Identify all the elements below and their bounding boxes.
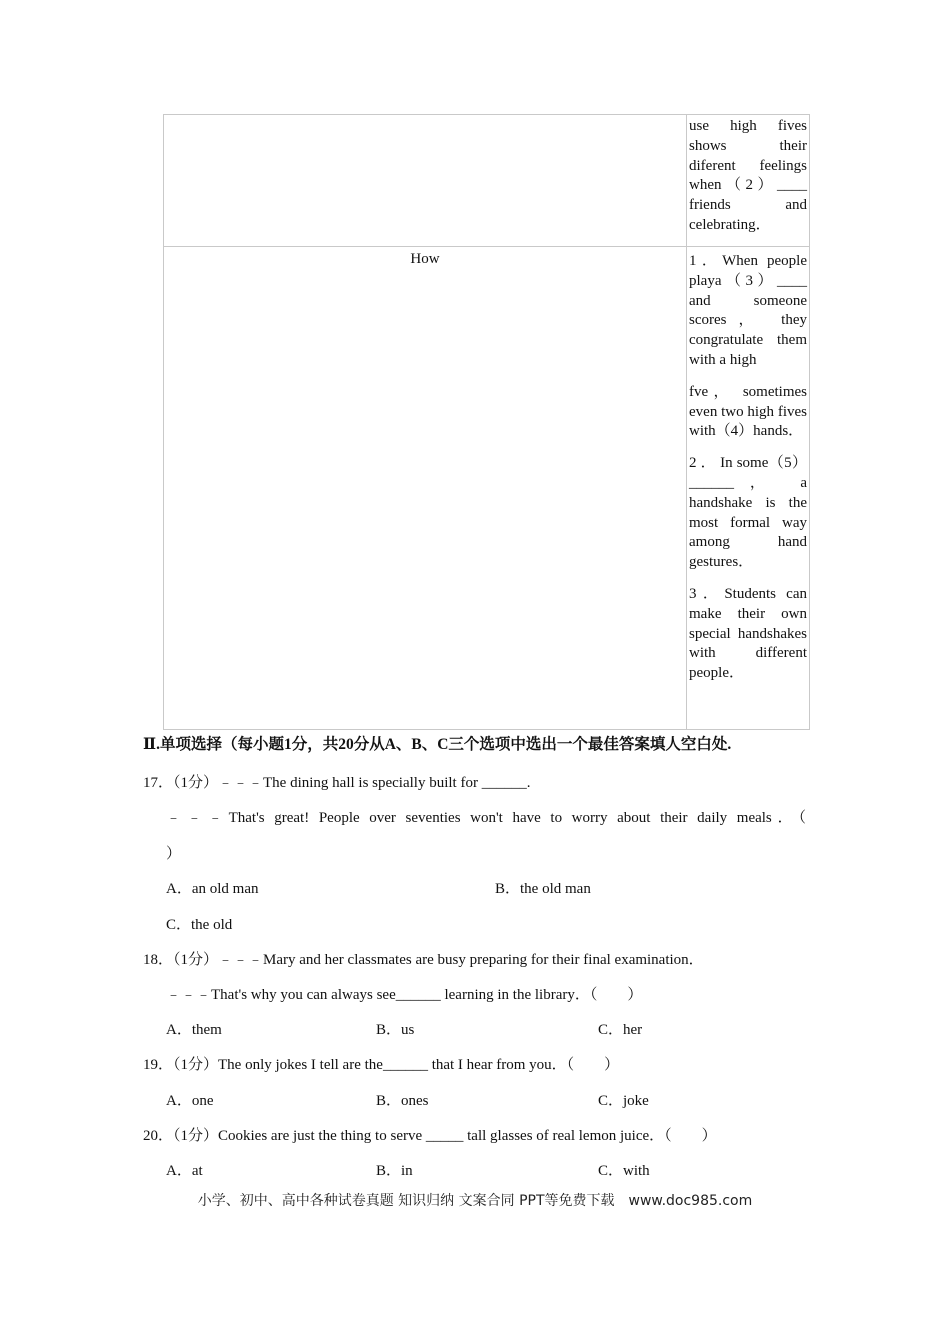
- option-c[interactable]: C．her: [598, 1022, 643, 1038]
- section-heading: Ⅱ.单项选择（每小题1分，共20分从A、B、C三个选项中选出一个最佳答案填人空白处.: [143, 736, 732, 753]
- option-a[interactable]: A．one: [166, 1093, 214, 1109]
- table-cell-left: [164, 247, 687, 730]
- page-footer: 小学、初中、高中各种试卷真题 知识归纳 文案合同 PPT等免费下载 www.doc985.com: [197, 1193, 753, 1209]
- option-c[interactable]: C．joke: [598, 1093, 649, 1109]
- option-b[interactable]: B．ones: [376, 1093, 429, 1109]
- cell-paragraph: 1．When people playa（3）____ and someone scores， they congratulate them with a high: [689, 253, 807, 368]
- question-17-line3: ）: [166, 846, 182, 862]
- table-cell-right: [687, 115, 810, 247]
- option-c[interactable]: C．with: [598, 1163, 650, 1179]
- option-b[interactable]: B．the old man: [495, 881, 591, 897]
- cell-paragraph: 3．Students can make their own special handshakes with different people．: [689, 585, 807, 682]
- question-20-stem: 20．（1分）Cookies are just the thing to serve _____ tall glasses of real lemon juice．（ ）: [143, 1128, 717, 1144]
- option-a[interactable]: A．an old man: [166, 881, 259, 897]
- cell-paragraph: use high fives shows their diferent feelings when（2）____ friends and celebrating．: [689, 118, 807, 233]
- question-19-stem: 19．（1分）The only jokes I tell are the______ that I hear from you．（ ）: [143, 1057, 620, 1073]
- option-a[interactable]: A．at: [166, 1163, 203, 1179]
- option-a[interactable]: A．them: [166, 1022, 222, 1038]
- option-b[interactable]: B．in: [376, 1163, 413, 1179]
- table-row: [164, 115, 810, 247]
- table-cell-right: [687, 247, 810, 730]
- table-row: [164, 247, 810, 730]
- info-table: [163, 114, 810, 730]
- option-b[interactable]: B．us: [376, 1022, 415, 1038]
- question-18-stem: 18．（1分）﹣﹣﹣Mary and her classmates are busy preparing for their final examination．: [143, 952, 704, 968]
- cell-paragraph: 2 ． In some（5）______， a handshake is the most formal way among hand gestures．: [689, 455, 807, 571]
- option-c[interactable]: C．the old: [166, 917, 233, 933]
- question-17-stem: 17．（1分）﹣﹣﹣The dining hall is specially built for ______.: [143, 775, 531, 791]
- row-label-how: How: [410, 251, 440, 267]
- table-cell-left: [164, 115, 687, 247]
- cell-paragraph: fve， sometimes even two high fives with（4）hands．: [689, 383, 807, 440]
- question-18-line2: ﹣﹣﹣That's why you can always see______ learning in the library．（ ）: [166, 987, 643, 1003]
- question-17-line2: ﹣﹣﹣That's great! People over seventies won't have to worry about their daily meals．（: [166, 810, 806, 826]
